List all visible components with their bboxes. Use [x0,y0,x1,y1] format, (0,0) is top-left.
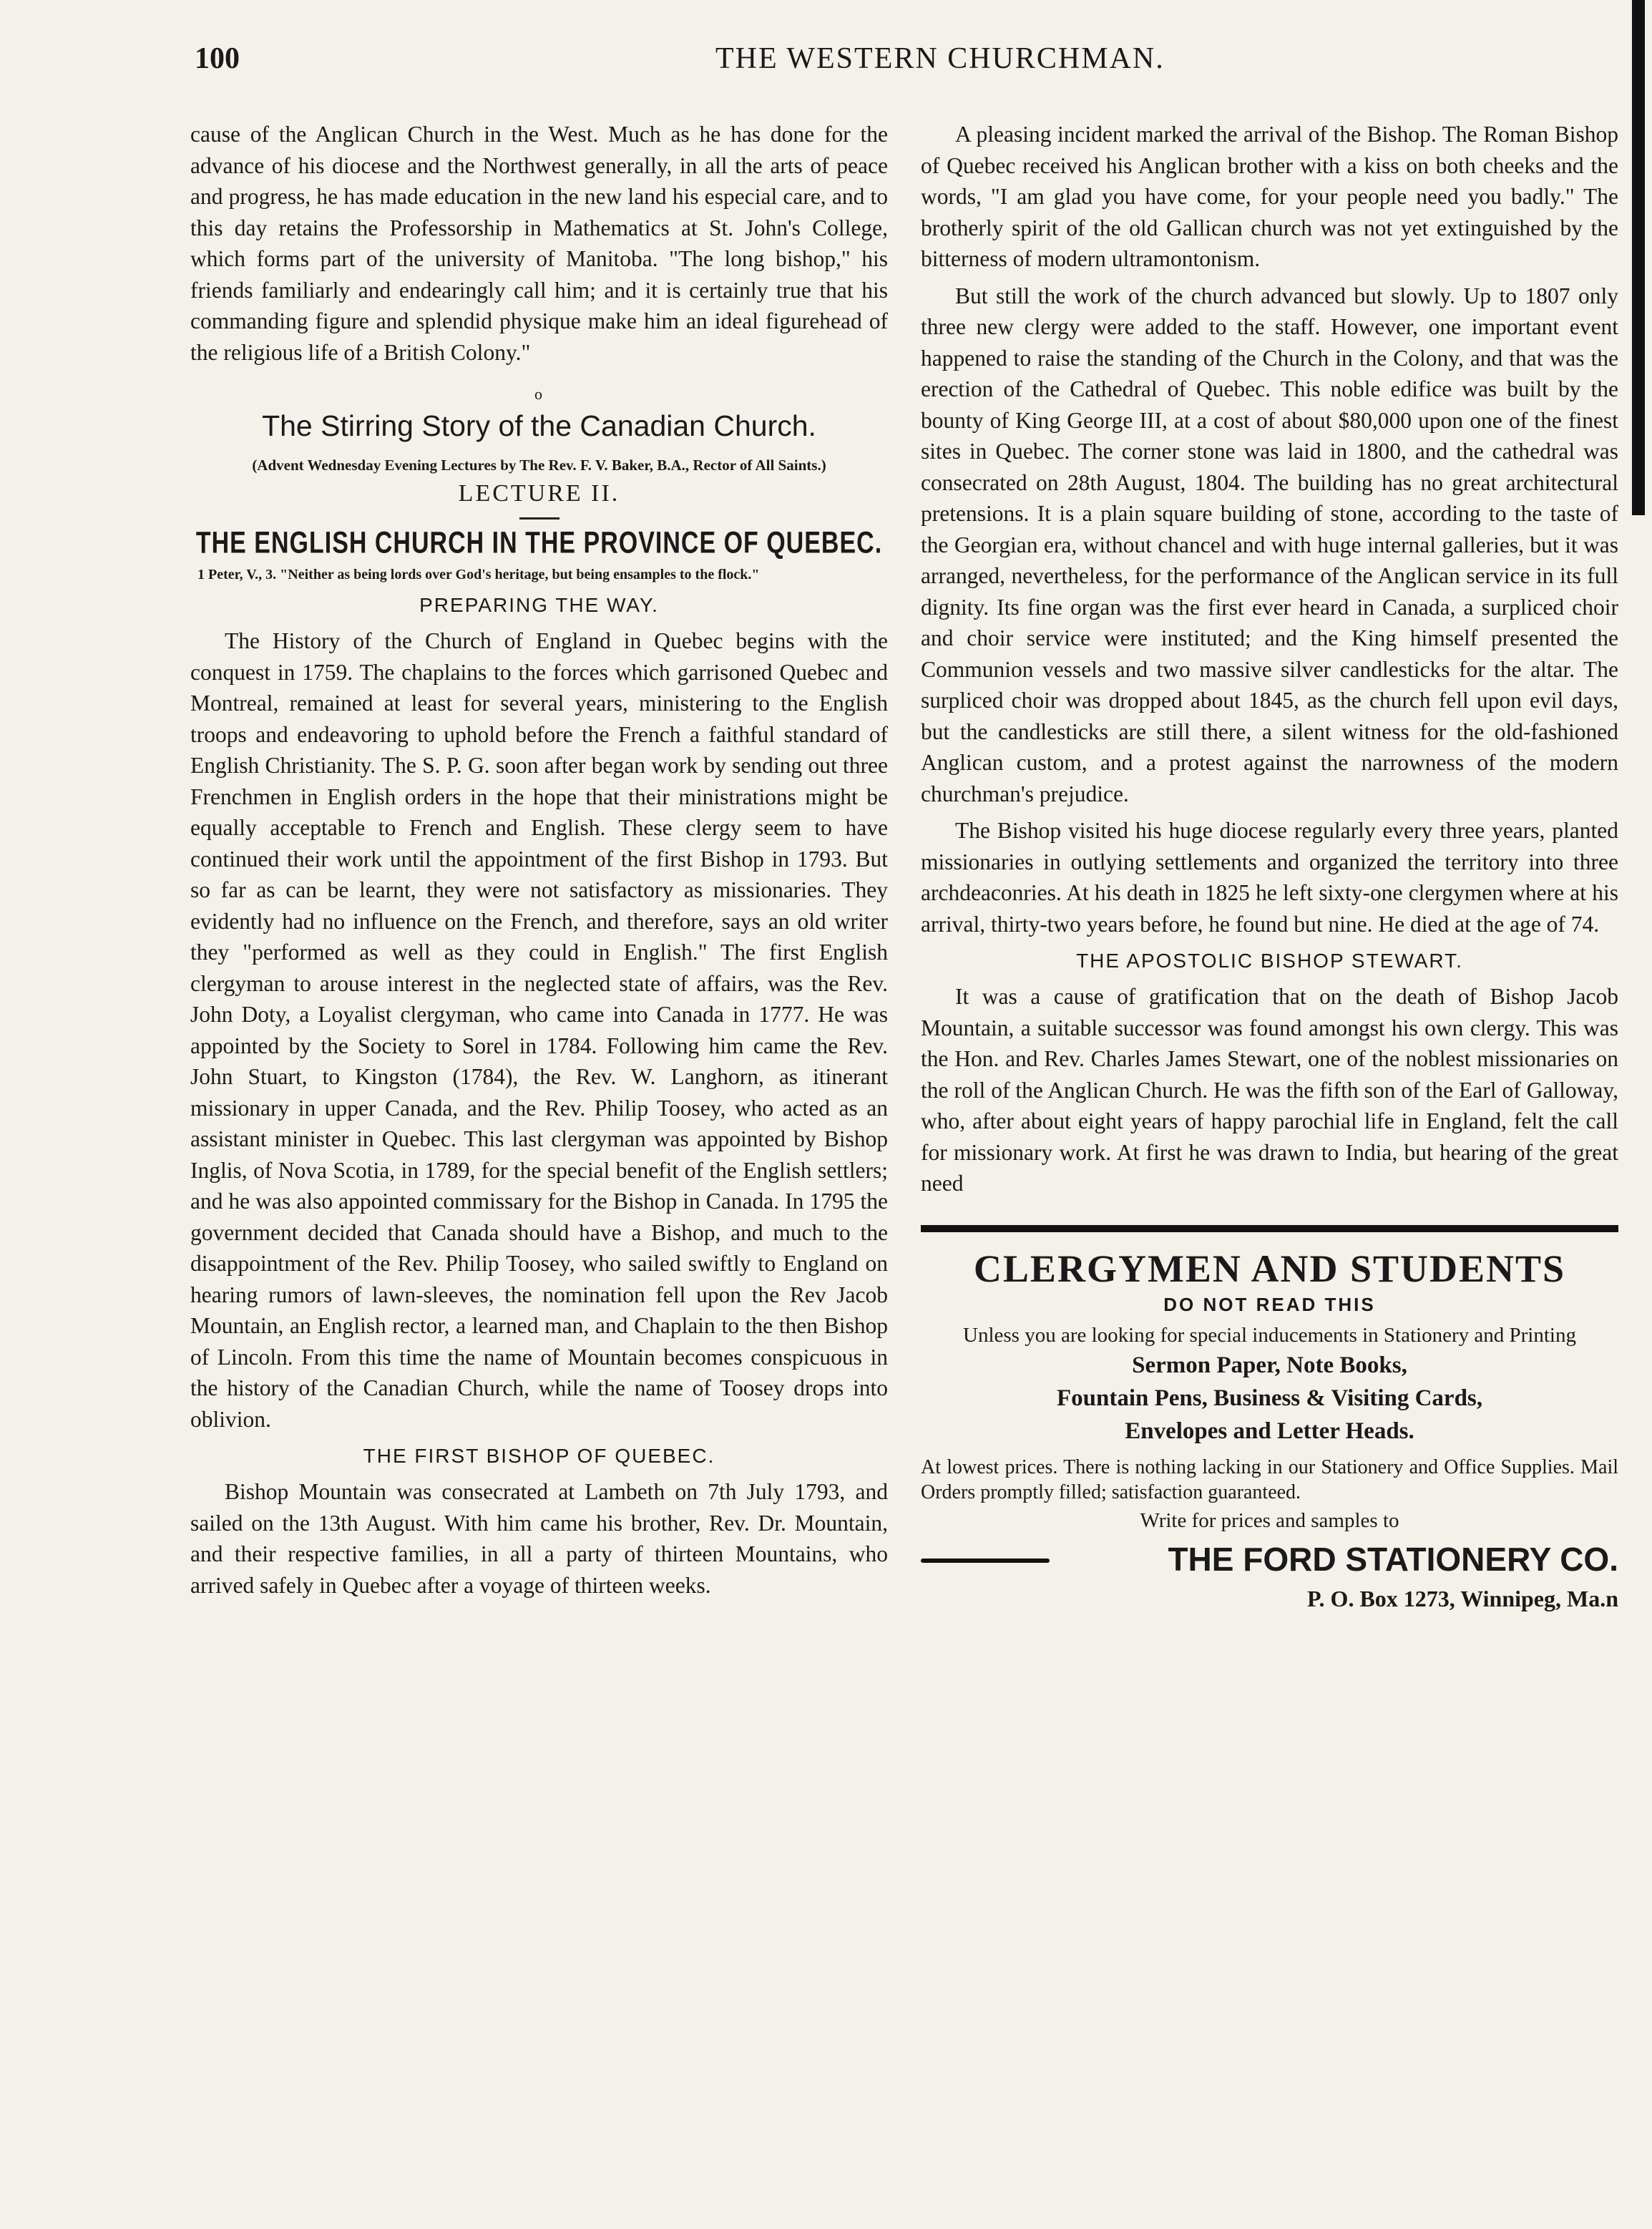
ad-company-name: THE FORD STATIONERY CO. [1168,1540,1618,1578]
ad-products-3: Envelopes and Letter Heads. [1125,1418,1414,1444]
paragraph: Bishop Mountain was consecrated at Lambeth on 7th July 1793, and sailed on the 13th August. With him came his brother, Rev. Dr. Mountain, and their respective families, in all a party of thirteen Mountains, who arrived safely in Quebec after a voyage of thirteen weeks. [190,1479,888,1598]
swoosh-ornament [921,1559,1050,1563]
left-column [190,119,888,1601]
ad-top-rule [921,1225,1618,1232]
paragraph: It was a cause of gratification that on the death of Bishop Jacob Mountain, a suitable successor was found amongst his own clergy. This was the Hon. and Rev. Charles James Stewart, one of the noblest missionaries on the roll of the Anglican Church. He was the fifth son of the Earl of Galloway, who, after about eight years of happy parochial life in England, felt the call for missionary work. At first he was drawn to India, but hearing of the great need [921,984,1618,1196]
subhead-first-bishop: THE FIRST BISHOP OF QUEBEC. [363,1445,715,1467]
ad-body: At lowest prices. There is nothing lacking in our Stationery and Office Supplies. Mail Orders promptly filled; satisfaction guaranteed. [921,1455,1618,1503]
ad-subheadline: DO NOT READ THIS [1163,1293,1376,1315]
subhead-preparing-the-way: PREPARING THE WAY. [419,594,659,616]
intro-paragraph: cause of the Anglican Church in the West. Much as he has done for the advance of his diocese and the Northwest generally, in all the arts of peace and progress, he has made education in the new land his especial care, and to this day retains the Professorship in Mathematics at St. John's College, which forms part of the university of Manitoba. "The long bishop," his friends familiarly and endearingly call him; and it is certainly true that his commanding figure and splendid physique make him an ideal figurehead of the religious life of a British Colony." [190,122,888,365]
paragraph: A pleasing incident marked the arrival of the Bishop. The Roman Bishop of Quebec received his Anglican brother with a kiss on both cheeks and the words, "I am glad you have come, for your people need you badly." The brotherly spirit of the old Gallican church was not yet extinguished by the bitterness of modern ultramontonism. [921,122,1618,271]
epigraph: 1 Peter, V., 3. "Neither as being lords over God's heritage, but being ensamples to the flock." [197,567,760,582]
lecture-number: LECTURE II. [458,480,620,507]
margin-rule [1632,0,1645,515]
chapter-title: THE ENGLISH CHURCH IN THE PROVINCE OF QUEBEC. [195,526,883,560]
ad-company [921,1540,1618,1579]
ad-products-1: Sermon Paper, Note Books, [1132,1352,1407,1378]
ad-address: P. O. Box 1273, Winnipeg, Ma.n [1306,1585,1618,1611]
ad-products-2: Fountain Pens, Business & Visiting Cards, [1056,1385,1483,1411]
paragraph: The History of the Church of England in Quebec begins with the conquest in 1759. The chaplains to the forces which garrisoned Quebec and Montreal, remained at least for several years, ministering to the English troops and endeavoring to uphold before the French a faithful standard of English Christianity. The S. P. G. soon after began work by sending out three Frenchmen in English orders in the hope that their ministrations might be equally acceptable to French and English. These clergy seem to have continued their work until the appointment of the first Bishop in 1793. But so far as can be learnt, they were not satisfactory as missionaries. They evidently had no influence on the French, and therefore, says an old writer they "performed as well as they could in English." The first English clergyman to arouse interest in the neglected state of affairs, was the Rev. John Doty, a Loyalist clergyman, who came into Canada in 1777. He was appointed by the Society to Sorel in 1784. Following him came the Rev. John Stuart, to Kingston (1784), the Rev. W. Langhorn, as itinerant missionary in upper Canada, and the Rev. Philip Toosey, who acted as an assistant minister in Quebec. This last clergyman was appointed by Bishop Inglis, of Nova Scotia, in 1789, for the special benefit of the English settlers; and he was also appointed commissary for the Bishop in Canada. In 1795 the government decided that Canada should have a Bishop, and much to the disappointment of the Rev. Philip Toosey, who sailed swiftly to England on hearing rumors of lawn-sleeves, the nomination fell upon the Rev Jacob Mountain, an English rector, a learned man, and Chaplain to the then Bishop of Lincoln. From this time the name of Mountain becomes conspicuous in the history of the Canadian Church, while the name of Toosey drops into oblivion. [190,628,888,1432]
page-number: 100 [195,42,240,75]
article-byline: (Advent Wednesday Evening Lectures by The Rev. F. V. Baker, B.A., Rector of All Saints.) [252,457,826,474]
ad-call-to-action: Write for prices and samples to [1140,1508,1399,1532]
stationery-advertisement [921,1225,1618,1612]
paragraph: But still the work of the church advanced but slowly. Up to 1807 only three new clergy were added to the staff. However, one important event happened to raise the standing of the Church in the Colony, and that was the erection of the Cathedral of Quebec. This noble edifice was built by the bounty of King George III, at a cost of about $80,000 upon one of the finest sites in Quebec. The corner stone was laid in 1800, and the cathedral was consecrated on 28th August, 1804. The building has no great architectural pretensions. It is a plain square building of stone, according to the taste of the Georgian era, without chancel and with huge internal galleries, but it was arranged, nevertheless, for the performance of the Anglican service in its full dignity. Its fine organ was the first ever heard in Canada, a surpliced choir and choir service were instituted; and the King himself presented the Communion vessels and two massive silver candlesticks for the altar. The surpliced choir was dropped about 1845, as the church fell upon evil days, but the candlesticks are still there, a silent witness for the old-fashioned Anglican custom, and a protest against the narrowness of the modern churchman's prejudice. [921,283,1618,806]
short-rule [519,517,559,520]
ad-headline: CLERGYMEN AND STUDENTS [973,1247,1566,1290]
article-title: The Stirring Story of the Canadian Church. [262,409,816,442]
paragraph: The Bishop visited his huge diocese regularly every three years, planted missionaries in outlying settlements and organized the territory into three archdeaconries. At his death in 1825 he left sixty-one clergymen where at his arrival, thirty-two years before, he found but nine. He died at the age of 74. [921,818,1618,937]
ad-intro: Unless you are looking for special inducements in Stationery and Printing [963,1323,1576,1347]
right-column [921,119,1618,1612]
subhead-bishop-stewart: THE APOSTOLIC BISHOP STEWART. [1076,950,1463,972]
running-title: THE WESTERN CHURCHMAN. [715,42,1165,75]
section-divider: o [534,385,544,403]
